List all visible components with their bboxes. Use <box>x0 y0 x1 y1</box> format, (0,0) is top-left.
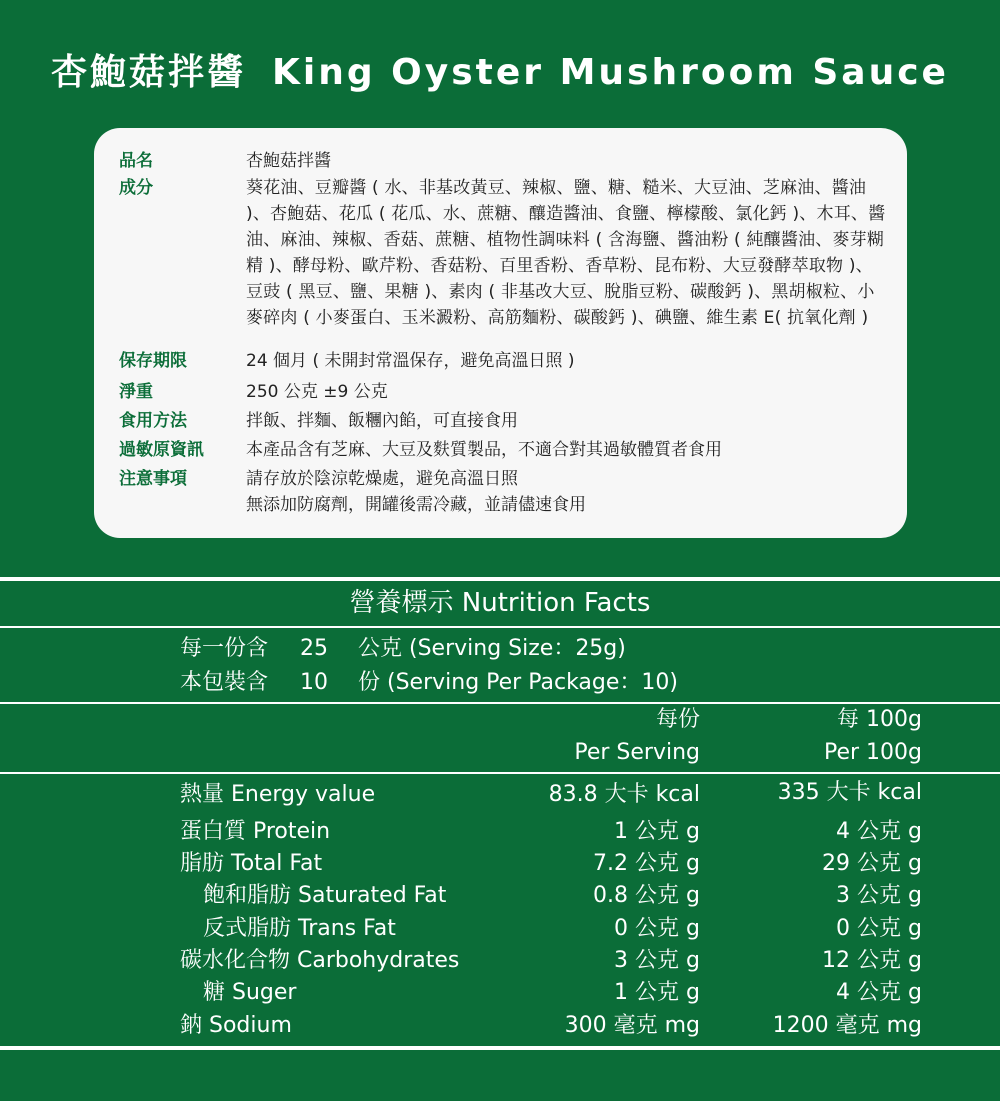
info-label: 淨重 <box>119 382 153 402</box>
divider <box>0 626 1000 628</box>
title-zh: 杏鮑菇拌醬 <box>51 52 247 93</box>
col-header-per-serving-en: Per Serving <box>574 740 700 765</box>
divider <box>0 772 1000 774</box>
nutrition-row-trans-fat <box>0 913 1000 945</box>
nutrition-row-carbohydrates <box>0 945 1000 977</box>
col-header-per-serving-zh: 每份 <box>655 707 700 732</box>
nutrient-name: 鈉 Sodium <box>180 1013 292 1038</box>
nutrient-name: 糖 Suger <box>203 980 297 1005</box>
per-serving-value: 300 毫克 mg <box>564 1013 700 1038</box>
per-100g-value: 4 公克 g <box>836 980 922 1005</box>
col-header-per-100g-en: Per 100g <box>823 740 922 765</box>
nutrition-row-sodium <box>0 1010 1000 1042</box>
per-100g-value: 29 公克 g <box>822 851 922 876</box>
product-info-card <box>94 128 907 538</box>
per-100g-value: 0 公克 g <box>836 916 922 941</box>
nutrient-name: 蛋白質 Protein <box>180 819 331 844</box>
serving-size-text: 公克 (Serving Size：25g) <box>358 636 626 661</box>
per-serving-value: 0.8 公克 g <box>593 883 700 908</box>
nutrient-name: 飽和脂肪 Saturated Fat <box>203 883 447 908</box>
info-value: 24 個月 ( 未開封常溫保存，避免高溫日照 ) <box>246 351 575 371</box>
per-serving-value: 1 公克 g <box>614 819 700 844</box>
servings-num: 10 <box>300 670 328 695</box>
notes-line-2: 無添加防腐劑，開罐後需冷藏，並請儘速食用 <box>246 495 586 515</box>
info-label: 成分 <box>119 178 153 198</box>
col-header-per-100g-zh: 每 100g <box>837 707 922 732</box>
servings-label: 本包裝含 <box>180 670 269 695</box>
per-100g-value: 12 公克 g <box>822 948 922 973</box>
servings-text: 份 (Serving Per Package：10) <box>358 670 678 695</box>
nutrition-row-energy <box>0 779 1000 811</box>
per-serving-value: 7.2 公克 g <box>593 851 700 876</box>
per-100g-value: 335 大卡 kcal <box>777 780 922 805</box>
per-serving-value: 0 公克 g <box>614 916 700 941</box>
info-value: 杏鮑菇拌醬 <box>246 151 331 171</box>
nutrient-name: 脂肪 Total Fat <box>180 851 323 876</box>
nutrition-row-protein <box>0 816 1000 848</box>
page-title <box>0 44 1000 95</box>
serving-size-label: 每一份含 <box>180 636 269 661</box>
info-value <box>246 466 886 518</box>
per-serving-value: 83.8 大卡 kcal <box>548 782 700 807</box>
divider <box>0 702 1000 704</box>
title-en: King Oyster Mushroom Sauce <box>272 52 949 93</box>
info-label: 注意事項 <box>119 469 187 489</box>
serving-size-line <box>180 634 626 664</box>
per-serving-value: 1 公克 g <box>614 980 700 1005</box>
servings-per-package-line <box>180 668 678 698</box>
per-100g-value: 1200 毫克 mg <box>772 1013 922 1038</box>
nutrition-row-saturated-fat <box>0 880 1000 912</box>
divider-top <box>0 577 1000 581</box>
divider-bottom <box>0 1046 1000 1050</box>
info-value: 250 公克 ±9 公克 <box>246 382 388 402</box>
per-serving-value: 3 公克 g <box>614 948 700 973</box>
info-label: 食用方法 <box>119 411 187 431</box>
nutrient-name: 碳水化合物 Carbohydrates <box>180 948 460 973</box>
notes-line-1: 請存放於陰涼乾燥處，避免高溫日照 <box>246 469 518 489</box>
info-label: 保存期限 <box>119 351 187 371</box>
info-label: 過敏原資訊 <box>119 440 204 460</box>
nutrition-title: 營養標示 Nutrition Facts <box>349 588 651 618</box>
info-label: 品名 <box>119 151 153 171</box>
info-value: 本產品含有芝麻、大豆及麩質製品，不適合對其過敏體質者食用 <box>246 440 722 460</box>
info-value: 葵花油、豆瓣醬 ( 水、非基改黃豆、辣椒、鹽、糖、糙米、大豆油、芝麻油、醬油 )、杏鮑菇、花瓜 ( 花瓜、水、蔗糖、釀造醬油、食鹽、檸檬酸、氯化鈣 )、木耳、醬油、麻油、辣椒、香菇、蔗糖、植物性調味料 ( 含海鹽、醬油粉 ( 純釀醬油、麥芽糊精 )、酵母粉、歐芹粉、香菇粉、百里香粉、香草粉、昆布粉、大豆發酵萃取物 )、豆豉 ( 黑豆、鹽、果糖 )、素肉 ( 非基改大豆、脫脂豆粉、碳酸鈣 )、黑胡椒粒、小麥碎肉 ( 小麥蛋白、玉米澱粉、高筋麵粉、碳酸鈣 )、碘鹽、維生素 E( 抗氧化劑 ) <box>246 178 886 328</box>
nutrition-row-total-fat <box>0 848 1000 880</box>
info-value: 拌飯、拌麵、飯糰內餡，可直接食用 <box>246 411 518 431</box>
per-100g-value: 3 公克 g <box>836 883 922 908</box>
nutrient-name: 反式脂肪 Trans Fat <box>203 916 396 941</box>
nutrient-name: 熱量 Energy value <box>180 782 376 807</box>
per-100g-value: 4 公克 g <box>836 819 922 844</box>
serving-size-num: 25 <box>300 636 328 661</box>
nutrition-row-sugar <box>0 977 1000 1009</box>
